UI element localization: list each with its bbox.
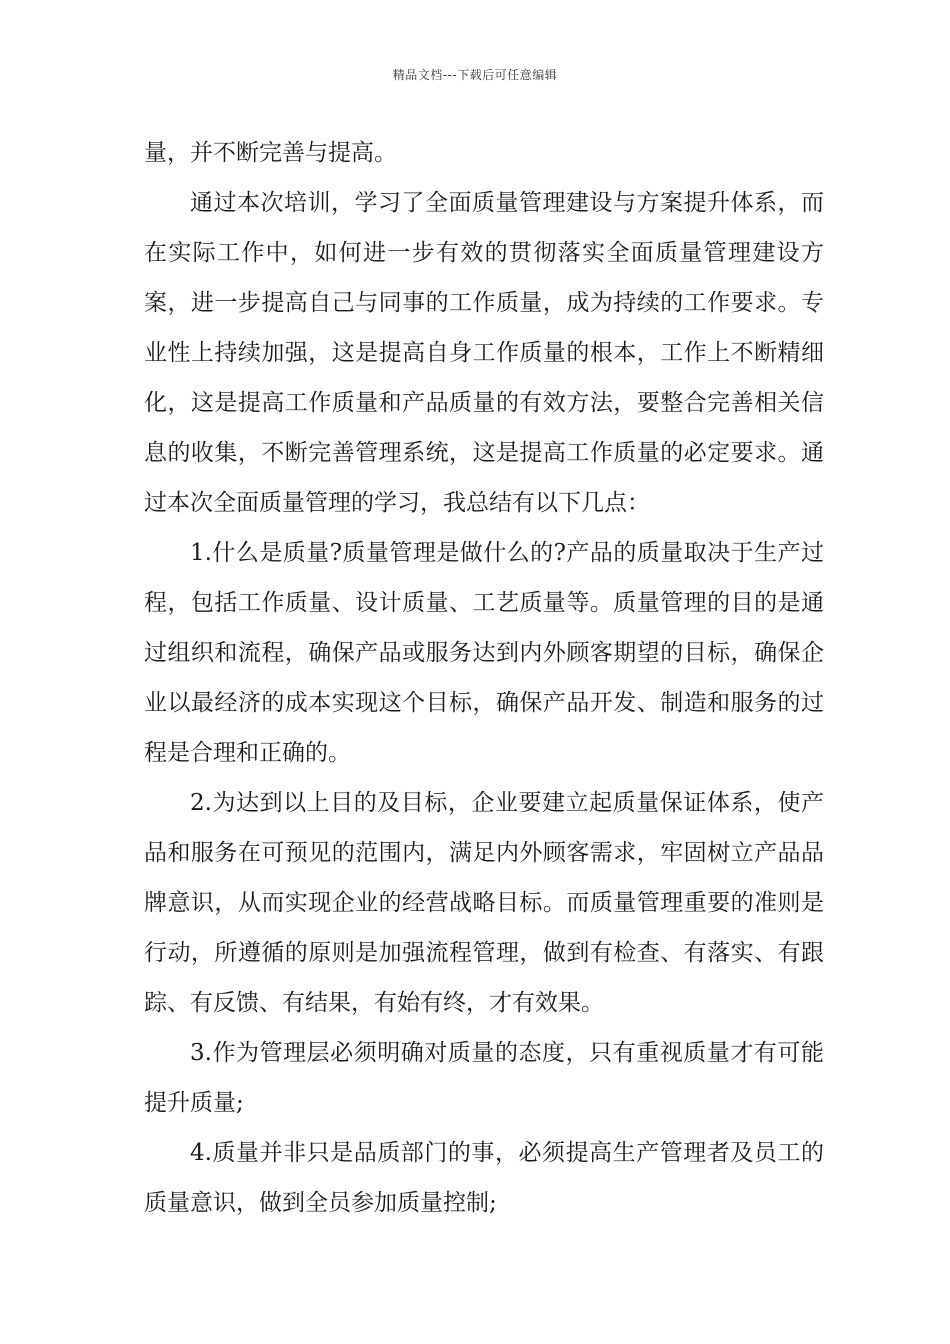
paragraph-point-4: 4.质量并非只是品质部门的事，必须提高生产管理者及员工的质量意识，做到全员参加质量控制; <box>144 1140 824 1216</box>
page-header: 精品文档---下载后可任意编辑 <box>392 68 558 82</box>
paragraph-training-summary: 通过本次培训，学习了全面质量管理建设与方案提升体系，而在实际工作中，如何进一步有效的贯彻落实全面质量管理建设方案，进一步提高自己与同事的工作质量，成为持续的工作要求。专业性上持续加强，这是提高自身工作质量的根本，工作上不断精细化，这是提高工作质量和产品质量的有效方法，要整合完善相关信息的收集，不断完善管理系统，这是提高工作质量的必定要求。通过本次全面质量管理的学习，我总结有以下几点： <box>144 190 824 516</box>
document-body <box>144 128 824 1228</box>
paragraph-continuation: 量，并不断完善与提高。 <box>144 140 397 166</box>
paragraph-point-2: 2.为达到以上目的及目标，企业要建立起质量保证体系，使产品和服务在可预见的范围内，满足内外顾客需求，牢固树立产品品牌意识，从而实现企业的经营战略目标。而质量管理重要的准则是行动，所遵循的原则是加强流程管理，做到有检查、有落实、有跟踪、有反馈、有结果，有始有终，才有效果。 <box>144 790 824 1016</box>
paragraph-point-1: 1.什么是质量?质量管理是做什么的?产品的质量取决于生产过程，包括工作质量、设计质量、工艺质量等。质量管理的目的是通过组织和流程，确保产品或服务达到内外顾客期望的目标，确保企业以最经济的成本实现这个目标，确保产品开发、制造和服务的过程是合理和正确的。 <box>144 540 824 766</box>
paragraph-point-3: 3.作为管理层必须明确对质量的态度，只有重视质量才有可能提升质量; <box>144 1040 824 1116</box>
